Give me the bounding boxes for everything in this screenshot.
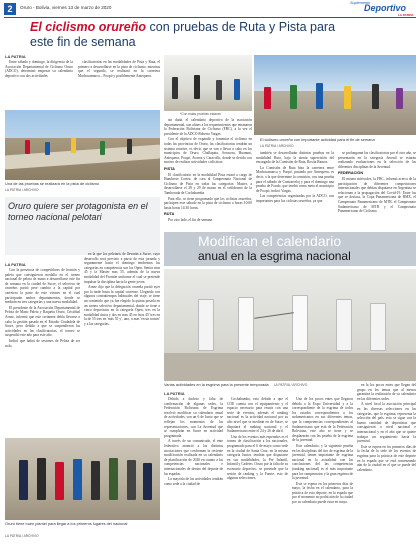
article1-col5 [338, 151, 416, 215]
paragraph: clasificatorias en las modalidades de Pista y Ruta, el primero a desarrollarse en la pista de ciclismo, mientras que el segundo, se realizará en la carretera Machacamarca – Poopó y posiblemente Antequera. [78, 60, 160, 78]
paragraph: El mismo miércoles, la FBC, informó acerca de la participación de diferentes competiciones internacionales que debían disputarse en Argentina se relacionan a la propagación del Covid-19. Entre las que se destaca, la Copa Panamericana de BMX, el Campeonato Panamericano de MTB, el Campeonato Sudamericano de MTB y el Campeonato Panamericano de Ciclismo. [338, 176, 416, 214]
page-header [0, 0, 420, 18]
article2-headline: Oruro quiere ser protagonista en el torneo nacional pelotari [8, 201, 148, 222]
paragraph: A nivel local la asociación principal en las diversas selecciones en las categorías, que la esgrima, representa la selección del país, esto se sigue con la buena cantidad de deportistas que consiguieron a nivel nacional e internacional y en el año que se quiere trabajar un seguimiento hacia la juventud. [357, 402, 416, 444]
paragraph: Uno de los pocos entes que llegaron debido a la Expo Universidad y a la correspondiente de la esgrima de todos los estados correspondientes a los sudamericanos en sus diferentes temas, que la competencias correspondientes al Sudamericano que está de la Federación Boliviana, este año se tiene y se desplazarán con las prueba de la esgrima de la juventud. [292, 397, 353, 443]
paragraph: La Comisión de Ruta hizo la carretera entre Machacamarca y Poopó, pasando por Antequera, es decir, a la que determine la comisión, con una prueba para el sábado de Contrarreloj y para el domingo una prueba de Fondo, que tendrá como meta el municipio de Poopó, indicó Vargas. [256, 165, 334, 193]
paragraph: Indicó que habrá de sesiones de Pelota de ser nolo, [5, 338, 80, 348]
article3-col2 [227, 397, 288, 482]
paragraph: Arnez dijo que la delegación orureña partió ayer por la tarde hasta la capital sucrense. Llegando con algunos contratiempos habituales del viaje, se tiene un contenido que ya fue elegido la quinta posada en un torneo selectivo departamental, donde se tiene a cinco deportistas en la categoría Open, tres en la modalidad única y dos en mas 45 en 'mas 45' tres en la de 55 tres en 'más 55 y', uno, a mas 'en un torneo' y a las categorías. [84, 285, 160, 326]
paragraph: Por otro lado, el fin de semana [168, 217, 213, 222]
top-right-photo-credit: LA PATRIA / ARCHIVO [260, 144, 294, 148]
article1-col2 [78, 60, 160, 79]
section-tag: LA PATRIA [5, 262, 26, 267]
header-rule [4, 17, 416, 18]
article1-col3 [164, 118, 252, 223]
paragraph: El clasificatorio en la modalidad Pista estará a cargo de Humberto Cortez, de cara al Campeonato Nacional de Ciclismo de Pista en todas las categorías: Master, a desarrollarse el 28 y 29 de marzo en el velódromo de la Tamborada de Cochabamba. [164, 172, 252, 195]
cycling-photo [5, 110, 160, 180]
brand-small: Suplemento [350, 1, 371, 5]
article3-col4 [357, 383, 416, 473]
left-photo-credit: LA PATRIA / ARCHIVO [5, 188, 39, 192]
paragraph: se prolongaran las clasificatorias por el otro año, se presentarán en la categoría Juvenil se estarán realizando evaluaciones en la selección de las diferentes disciplinas de la Juventud. [338, 151, 416, 169]
supplement-logo [350, 1, 416, 17]
section-tag: LA PATRIA [5, 54, 26, 59]
article2-col2 [84, 252, 160, 328]
fencing-photo [164, 269, 416, 381]
paragraph: Este calendario, y la siguiente prueba en las disciplinas del tiro de esgrima de la juventud, tienen importante de esgrima nacional en la actualidad con las conclusiones del las competencias (ranking nacional) es el más importante para los campeonatos y la gran esgrima de la juventud. [292, 443, 353, 481]
article3-col1 [164, 397, 223, 487]
article2-col1 [5, 268, 80, 349]
section-tag: LA PATRIA [164, 391, 185, 396]
paragraph: La mayoría de las actividades tendrán como sede a la ciudad de [164, 477, 223, 486]
paragraph: Este se espera en los primeros días de mayo, la fecha en el calendario, para la práctica de esta deporte, en la espada que por el momento no podrá aún de la ciudad por su calendario puede estar en mayo. [292, 481, 353, 505]
paragraph: Cochabamba, esto debido a que el COE cuenta con el equipamiento y el espacio necesario para reunir con una serie de eventos, además el ranking nacional es la actividad nacional por su alto nivel que se medirán en de Sucre, se disputará el ranking nacional y el Sudamericano entre el 24 y 26 de abril. [227, 397, 288, 434]
paragraph: en la los pocos entes que llegan del grupo en los temas que al menos garantiza la realización de su calendario en las diferentes sedes. [357, 383, 416, 401]
headline-accent: El ciclismo orureño [30, 20, 147, 34]
fencing-credit: LA PATRIA / ARCHIVO [273, 383, 308, 387]
left-photo-caption: Una de las pruebas se realizará en la pista de ciclismo [5, 181, 100, 186]
paragraph: Con la presencia de competidores de frontón y paleta que consiguieron medalla en el torneo nacional de pelota de mano a desarrollarse este fin de semana en la ciudad de Sucre, el selectivo de orureños partió pese cambio a la capital por carretera la parte de este viernes en el cual participarán ambos departamentos, donde se medirán en tres categorías y una nueva modalidad. [5, 268, 80, 305]
dateline: Oruro - Bolivia, viernes 13 de marzo de 2020 [20, 5, 112, 10]
page-number: 2 [7, 4, 13, 14]
page-number-badge [4, 3, 16, 15]
paragraph: Uno de los eventos más esperados es el torneo de clasificación a los nacionales, programado para el 6 de mayo como sede en la ciudad de Santa Cruz, en la misma categoría Junior, tendrán que disputarse en sus modalidades, la Pre Infantil, Infantil y Cadetes. Oruro por la falta de su escenario deportivo, se pretende que la sesión de ranking y la Fuerte, esto de algunas selecciones, [227, 434, 288, 481]
pelotari-credit: LA PATRIA / ARCHIVO [5, 534, 39, 538]
paragraph: también se desarrollarán distintas pruebas en la modalidad Ruta, bajo la atenta supervisión del encargado de la Comisión de Ruta, Rosita Ramos. [256, 151, 334, 165]
article1-col4 [256, 151, 334, 205]
inset-caption: *Con estas pruebas estaran [180, 112, 221, 116]
subhead-ruta: RUTA [164, 212, 175, 217]
cycling-race-photo [164, 55, 252, 111]
subhead-federacion: FEDERACIÓN [338, 171, 364, 176]
pelotari-caption: Oruro tiene buen plantel para llegar a los primeros lugares del nacional [5, 521, 128, 526]
article-ciclismo-headline [30, 20, 360, 50]
brand-name: Deportivo [364, 3, 407, 13]
article3-headline-kicker: Modifican el calendario [198, 233, 342, 249]
paragraph: Debido a dudoso y falta de confirmación de algunas sedes, la Federación Boliviana de Esgrima resolvió modificar su calendario anual de actividades, son un 6 de Junio que se reflejan los momentos de las representaciones, con La Juventud que se cumplirán en Sucre en actividad programada. [164, 397, 223, 438]
fencing-caption-text: Varias actividades en la esgrima para la presente temporada [164, 382, 269, 387]
paragraph: Con el objetivo de expandir y fomentar el ciclismo en todas las provincias de Oruro, las clasificatorias tendrán un sistema rotativo, es decir, que se van a llevar a cabo en los municipios de Oruro, Challapata, Sorasora, Huanuni, Antequera, Poopó, Avaroa y Caracollo, donde se decida con motivo de realizar actividades ciclísticas. [164, 137, 252, 165]
paragraph: Las competencias organizadas por la ADCO, son importantes para los ciclistas orureños, ya que [256, 194, 334, 203]
paragraph: Entre sábado y domingo, la dirigencia de la Asociación Departamental de Ciclismo Oruro (ADCO), determinó empezar su calendario deportivo con dos actividades [5, 60, 73, 78]
brand-sub: LA PATRIA [398, 13, 414, 17]
top-right-photo-caption: El ciclismo orureño con importante actividad para el fin de semana [260, 137, 375, 142]
article1-col1 [5, 60, 73, 79]
cycling-group-photo [254, 55, 416, 135]
pelotari-photo [5, 438, 160, 520]
paragraph: Este se espera en los primeros días de la fecha de la sede de los eventos de esgrima para la práctica de este deporte en la espada que se está comenzando aún de la ciudad en el que se puede del calendario. [357, 444, 416, 472]
paragraph: en la que los pelotaris de llevarán a Sucre, cuyo desarrollo será previsto a partir de esta jornada y seguramente hasta el domingo tendremos las categorías en competencia son las Open, Senior mas 45 y la Master mas 55, además de la nueva modalidad del Frontón uniforme el cual se pretende impulsar la disciplina hacia la gente joven. [84, 252, 160, 284]
article3-col3 [292, 397, 353, 506]
paragraph: sin duda, el calendario deportivo de la asociación departamental, son afines a los requerimientos que emanaron la Federación Boliviana de Ciclismo (FBC), a la vez el presidente de la ADCO Roberto Vargas. [164, 118, 252, 136]
article3-headline-rest: anual en la esgrima nacional [198, 249, 351, 263]
headline-rest: con pruebas de Ruta y Pista para este fin de semana [30, 20, 336, 49]
subhead-pista: PISTA [164, 166, 175, 171]
paragraph: El presidente de la Asociación Departamental de Pelota de Mano Paleta y Raqueta Oruro, Cristóbal Arnez, informó que este certamen debía llevarse a cabo la gestión pasada en el Estadio Ciudadela de Sucre, pero debido a que se suspendieron las actividades en las clasificatorias, el torneo se suspendió este año para este año. [5, 305, 80, 338]
paragraph: A través de un comunicado, el ente federativo anunció a las distintas asociaciones que conforman la reciente modificación realizada en su calendario de planificación de 2020 en cuanto a las competencias nacionales e internacionales de dentro del deporte de las espadas. [164, 439, 223, 476]
paragraph: Para ello, se tiene programado que los ciclistas orureños, participen este sábado en la pista de ciclismo a horas 10:00 hasta horas 14:30 horas. [164, 196, 252, 210]
